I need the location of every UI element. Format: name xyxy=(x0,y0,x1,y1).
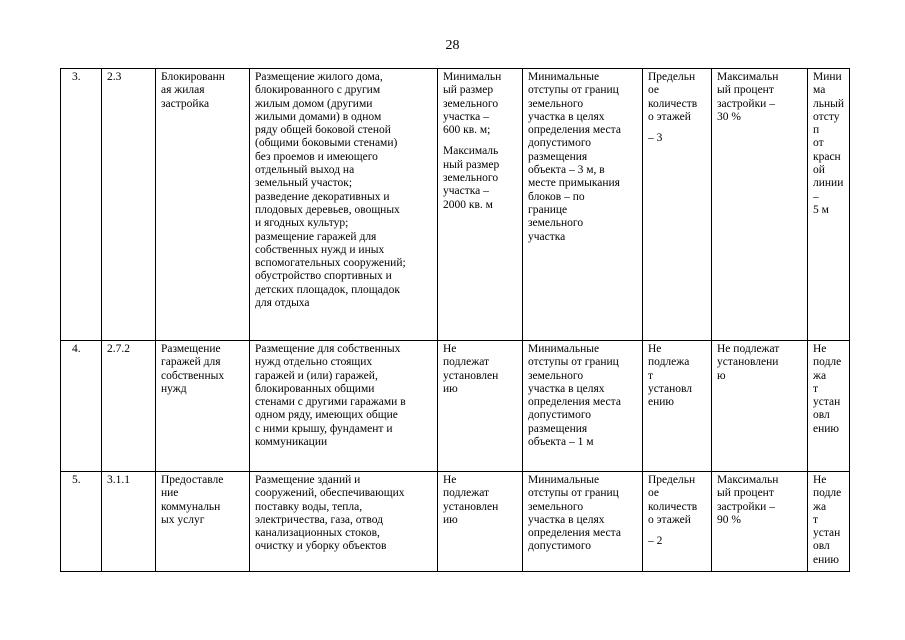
use-description: Размещение для собственных нужд отдельно стоящих гаражей и (или) гаражей, блокированных общими стенами с другими гаражами в одном ряду, имеющих общие с ними крышу, фундамент и коммуникации xyxy=(250,341,438,472)
use-code: 2.7.2 xyxy=(102,341,156,472)
use-name: Блокированн ая жилая застройка xyxy=(156,69,250,341)
setback: Минимальные отступы от границ земельного участка в целях определения места допустимого размещения объекта – 1 м xyxy=(523,341,643,472)
floors: Не подлежа т установл ению xyxy=(643,341,712,472)
row-number: 4. xyxy=(61,341,102,472)
floors: Предельн ое количеств о этажей – 3 xyxy=(643,69,712,341)
coverage: Не подлежат установлени ю xyxy=(712,341,808,472)
coverage: Максимальн ый процент застройки – 90 % xyxy=(712,472,808,572)
use-description: Размещение зданий и сооружений, обеспечивающих поставку воды, тепла, электричества, газа, отвод канализационных стоков, очистку и уборку объектов xyxy=(250,472,438,572)
use-name: Размещение гаражей для собственных нужд xyxy=(156,341,250,472)
plot-size: Минимальн ый размер земельного участка – 600 кв. м; Максималь ный размер земельного участка – 2000 кв. м xyxy=(438,69,523,341)
setback: Минимальные отступы от границ земельного участка в целях определения места допустимого размещения объекта – 3 м, в месте примыкания блоков – по границе земельного участка xyxy=(523,69,643,341)
coverage: Максимальн ый процент застройки – 30 % xyxy=(712,69,808,341)
plot-size: Не подлежат установлен ию xyxy=(438,341,523,472)
table-row xyxy=(61,472,850,572)
floors: Предельн ое количеств о этажей – 2 xyxy=(643,472,712,572)
use-name: Предоставле ние коммунальн ых услуг xyxy=(156,472,250,572)
table-row xyxy=(61,341,850,472)
table-row xyxy=(61,69,850,341)
use-code: 2.3 xyxy=(102,69,156,341)
red-line-setback: Не подлежа т установл ению xyxy=(808,341,850,472)
plot-size: Не подлежат установлен ию xyxy=(438,472,523,572)
page-number: 28 xyxy=(445,38,460,53)
red-line-setback: Не подлежа т установл ению xyxy=(808,472,850,572)
use-code: 3.1.1 xyxy=(102,472,156,572)
use-description: Размещение жилого дома, блокированного с другим жилым домом (другими жилыми домами) в одном ряду общей боковой стеной (общими боковыми стенами) без проемов и имеющего отдельный выход на земельный участок; разведение декоративных и плодовых деревьев, овощных и ягодных культур; размещение гаражей для собственных нужд и иных вспомогательных сооружений; обустройство спортивных и детских площадок, площадок для отдыха xyxy=(250,69,438,341)
row-number: 3. xyxy=(61,69,102,341)
setback: Минимальные отступы от границ земельного участка в целях определения места допустимого xyxy=(523,472,643,572)
row-number: 5. xyxy=(61,472,102,572)
red-line-setback: Минима льный отступ от красной линии – 5 м xyxy=(808,69,850,341)
zoning-table xyxy=(60,68,850,572)
